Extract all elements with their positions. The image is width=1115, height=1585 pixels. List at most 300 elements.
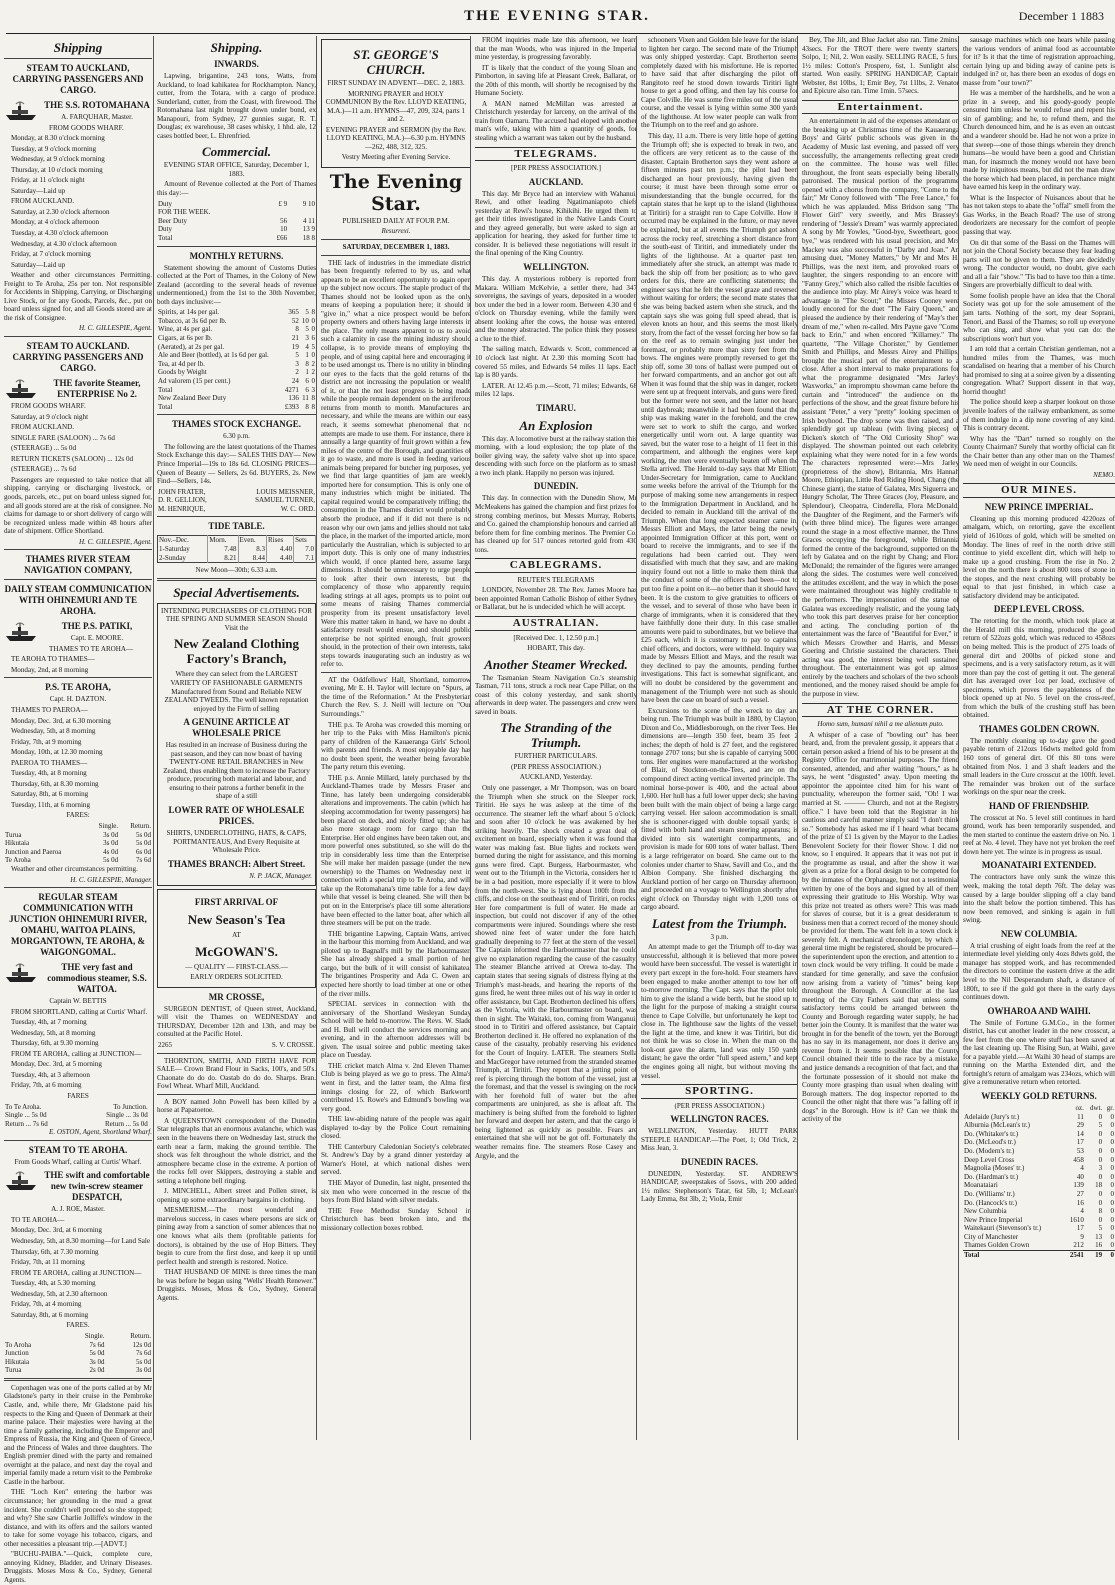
vessel-line — [4, 1170, 152, 1203]
schedule-line: FROM AUCKLAND. — [11, 197, 75, 206]
table-cell: Single. — [98, 821, 119, 830]
mines-heading: OUR MINES. — [963, 483, 1115, 498]
table-cell: 0 — [1110, 1146, 1114, 1155]
table-cell: 8 — [1098, 1207, 1103, 1216]
news-item: THE p.s. Te Aroha was crowded this morning on her trip to the Paks with Miss Hamilton's picnic party of children of the Kauaeranga Girls' School, with parents and friends. A most enjoyable day has no doubt been spent, the weather being favorable. The party return this evening. — [321, 720, 471, 772]
gold-row — [963, 1121, 1115, 1130]
table-cell: (Aerated), at 2s per gal. — [158, 342, 225, 351]
monthly-row — [157, 351, 316, 360]
table-cell: 5s 0d — [136, 830, 151, 839]
clothing-manager: N. P. JACK, Manager. — [249, 871, 312, 880]
monthly-row — [157, 343, 316, 352]
table-cell: 2541 — [1064, 1251, 1085, 1260]
wellington-races-heading: WELLINGTON RACES. — [670, 1114, 769, 1125]
news-item: A BOY named John Powell has been killed by a horse at Papatoetoe. — [157, 1097, 316, 1115]
fares-header-row — [4, 822, 152, 831]
divider — [4, 549, 152, 550]
clothing-advert — [157, 603, 316, 886]
table-cell: 5 — [295, 351, 299, 360]
table-cell: New Zealand Beer Duty — [158, 394, 227, 403]
vessel-master: A. FARQUHAR, Master. — [61, 113, 133, 121]
schedule-line: Saturday, 8th, at 6 morning — [11, 1310, 89, 1319]
schedule-line: FROM AUCKLAND. — [11, 423, 75, 432]
monthly-row — [157, 360, 316, 369]
table-cell: 458 — [1073, 1155, 1084, 1164]
table-cell: 0 — [1110, 1189, 1114, 1198]
table-cell: 7s 6d — [136, 1349, 151, 1358]
leader-date: SATURDAY, DECEMBER 1, 1883. — [342, 243, 450, 252]
corner-continued-3: What is the Inspector of Nuisances about that he has not taken steps to abate the "offal" smell from the Gas Works, in the Beach Road? The use of strong deodorizers are necessary for the comfort of people passing that way. — [963, 193, 1115, 237]
corner-continued-6: I am told that a certain Christian gentleman, not a hundred miles from the Thames, was much scandalised on hearing that a member of his Church had promised to sing at a soiree given by a dissenting congregation. What? Support dissent in that way, horrid thought! — [963, 345, 1115, 396]
fares-row — [4, 1103, 152, 1112]
ow-heading: OWHAROA AND WAIHI. — [987, 1005, 1091, 1016]
shipping-block-title: REGULAR STEAM COMMUNICATION WITH JUNCTION OHINEMURI RIVER, OMAHU, WAITOA PLAINS, MORGANTOWN, TE AROHA, & WAIGONGOMAL. — [9, 892, 147, 958]
divider — [4, 58, 152, 59]
divider — [4, 336, 152, 337]
table-cell: Even. — [238, 536, 267, 545]
wellington-text-2: The sailing match, Edwards v. Scott, commenced at 10 o'clock last night. At 2.30 this morning Scott had covered 55 miles, and Edwards 54 miles 11 laps. Each lap is 80 yards. — [475, 345, 637, 380]
table-cell: 8 — [311, 402, 315, 411]
church-line: FIRST SUNDAY IN ADVENT—DEC. 2, 1883. — [327, 79, 465, 87]
fares-row — [4, 1366, 152, 1375]
table-cell: 0 — [1110, 1181, 1114, 1190]
table-cell: Total — [158, 385, 173, 394]
monthly-row — [157, 377, 316, 386]
table-cell: Total — [158, 402, 173, 411]
schedule-line: Friday, 7th, at 6 morning — [11, 1081, 82, 1090]
divider — [157, 1053, 316, 1054]
crosse-num: 2265 — [158, 1041, 172, 1049]
fares-row — [4, 1341, 152, 1350]
newspaper-title: THE EVENING STAR. — [464, 8, 650, 24]
hobart-dateline: HOBART, This day. — [527, 644, 585, 653]
schedule-line: THAMES TO TE AROHA— — [49, 644, 134, 653]
vessel-name: THE P.S. PATIKI, — [61, 621, 133, 632]
table-cell: Tobacco, at 3s 6d per lb. — [158, 316, 227, 325]
schedule-line: Saturday, 8th, at 6 morning — [11, 790, 89, 799]
crosse-heading: MR CROSSE, — [208, 991, 265, 1002]
fare-line: (STEERAGE) ... 5s 0d — [11, 444, 77, 453]
table-cell: 5 — [1098, 1121, 1103, 1130]
table-cell: 0 — [311, 377, 315, 386]
weekly-heading: WEEKLY GOLD RETURNS. — [981, 1090, 1097, 1101]
monthly-row — [157, 394, 316, 403]
table-cell: Adelaide (Jury's tr.) — [964, 1112, 1020, 1121]
table-cell: Alburnia (McLean's tr.) — [964, 1121, 1030, 1130]
broker-name: SAMUEL TURNER, — [255, 496, 315, 505]
table-cell: Wine, at 4s per gal. — [158, 325, 213, 334]
shipping-block-title: STEAM TO AUCKLAND. CARRYING PASSENGERS AND CARGO. — [12, 341, 144, 374]
table-cell: gr. — [1106, 1103, 1114, 1112]
npi-heading: NEW PRINCE IMPERIAL. — [984, 501, 1094, 512]
table-cell: 4 — [1080, 1207, 1084, 1216]
column-entertainment — [797, 36, 959, 1440]
monthly-row — [157, 334, 316, 343]
dunedin-races-heading: DUNEDIN RACES. — [680, 1156, 758, 1167]
divider — [321, 239, 471, 240]
news-item: AT the Oddfellows' Hall, Shortland, tomorrow evening, Mr E. H. Taylor will lecture on "Spurs, at the time of the Reformation." At the Presbyterian Church the Rev. S. J. Neill will lecture on "Our Surroundings." — [321, 675, 471, 718]
nc-heading: NEW COLUMBIA. — [1000, 928, 1078, 939]
schedule-line: FROM TE AROHA, calling at JUNCTION— — [11, 1049, 142, 1058]
table-cell: Single ... 5s 0d — [5, 1111, 47, 1120]
dunedin-text: This day. In connection with the Dunedin Show, Mr McMeakens has gained the champion and first prizes for strong combing merinos, but Messrs Murray, Roberts, and Co. gained the championship honours and carried all before them for fine combing merinos. The Premier Co. has cleaned up for 517 ounces retorted gold from 430 tons. — [475, 494, 637, 554]
gold-row — [963, 1224, 1115, 1233]
schedule-line: Tuesday, 4th, at 8 morning — [11, 769, 87, 778]
wreck-heading: Another Steamer Wrecked. — [484, 656, 628, 672]
table-cell: 0 — [1103, 1251, 1115, 1260]
gold-row — [963, 1241, 1115, 1250]
news-item: THE brigantine Lapwing, Captain Watts, arrived in the harbour this morning from Auckland, and was piloted up to Bagnall's mill by the Harbourmaster. She has already shipped a small portion of her cargo, but the bulk of it will consist of kahikatea. The brigantines Prosperity and Ada C. Owen are expected here shortly to load timber at one or other of the river mills. — [321, 929, 471, 998]
schedule-line: FROM GOODS WHARF. — [49, 123, 124, 132]
vessel-master: Capt. E. MOORE. — [70, 634, 124, 643]
agent-signature: E. OSTON, Agent, Shortland Wharf. — [49, 1128, 152, 1137]
table-cell: 8.44 — [238, 554, 267, 563]
table-cell: 4 — [305, 342, 309, 351]
steamship-icon — [4, 378, 38, 400]
table-cell: Spirits, at 14s per gal. — [158, 308, 220, 317]
table-cell: 7.0 — [294, 545, 316, 554]
broker-name: LOUIS MEISSNER, — [256, 487, 315, 496]
schedule-line: FROM TE AROHA, calling at JUNCTION— — [11, 1268, 142, 1277]
table-cell: 5s 0d — [136, 1357, 151, 1366]
table-cell: 365 — [288, 308, 299, 317]
steamship-icon — [4, 100, 38, 122]
table-cell — [4, 1332, 61, 1341]
wellington-text: This day. A mysterious robbery is reported from Makara. William McKelvie, a settler there, had 347 sovereigns, the savings of years, deposited in a wooden box under the bed in a lower room. Between 4.30 and 6 o'clock on Thursday evening, while the family were absent looking after the cows, the house was entered, and the money abstracted. The police think they possess a clue to the thief. — [475, 275, 637, 343]
vessel-line — [4, 621, 152, 632]
table-cell: Morn. — [208, 536, 238, 545]
table-cell: Deep Level Cross — [964, 1155, 1015, 1164]
vessel-line — [4, 378, 152, 400]
corner-continued-7: The police should keep a sharper lookout on those juvenile loafers of the railway embankment, as some of them indulge in a dip none covering of any kind. This is contrary decent. — [963, 398, 1115, 433]
gold-row — [963, 1164, 1115, 1173]
schedule-line: Saturday—Laid up — [11, 186, 66, 195]
gold-total-row — [963, 1251, 1115, 1260]
fares-heading: FARES. — [66, 1321, 90, 1330]
table-cell: 0 — [1110, 1215, 1114, 1224]
table-cell: Junction — [5, 1349, 29, 1358]
table-cell: 1-Saturday — [158, 545, 208, 554]
entertainment-text: An entertainment in aid of the expenses attendant on the breaking up at Christmas time of the Kauaeranga Boys' and Girls' public schools was given in the Academy of Music last evening, and passed off very successfully, the arrangements reflecting great credit on the committee. The house was well filled throughout, the front seats especially being liberally patronised. The musical portion of the programme opened with a chorus from the company, "Come to the fair;" Mr Conoy followed with "The Free Lance," for which he was applauded. Miss Bridson sang "The Flower Girl" very sweetly, and Mrs Brassey's rendering of "Jessie's Dream" was warmly appreciated. A song by Mr Yowles, "Good-bye, Sweetheart, good bye," was rendered with his usual precision, and Mrs Mackey was also successful in "Darby and Joan." An amusing duet, "Money Matters," by Mr and Mrs H. Phillips, was the next item, and provoked roars of laughter, the singers responding to an encore with "Fanny Grey," which also called the risible faculties of the audience into play. Mr Airey's voice was heard to advantage in "The Scout;" the Misses Cooney were loudly encored for the duet "The Fairy Queen," and pleased the audience by their rendering of "May's then dream of me," when re-called. Mrs Payne gave "Come back to Erin," and when encored "Killarney." The quartette, "The Village Chorister," by Gentlemen Smith and Phillips, and Messrs Airey and Phillips, brought the musical part of the entertainment to a close. After a short interval to make preparations for what the programme designated "Mrs Jarley's Waxworks," an impromptu showman came before the curtain and "introduced" the audience on the perfections of the show, and the great fixture before his assistant "Peter," a very "pretty" looking specimen of Irish boyhood. The drop scene was then raised, and a splendidly got up tableau (with living pieces) of Dicken's sketch of "The Old Curiosity Shop" was displayed. The showman pointed out each celebrity, explaining what they were noted for in a few words. The characters represented were:—Mrs Jarley (proprietress of the show), Britannia, Mrs Hannah Moore, Ethiopian, Little Red Riding Hood, Chang (the Chinese giant), the statue of Galatea, Mrs Siguerra and Hungry Scholar, The Three Graces (Joy, Pleasure, and Splendour), Cleopatra, Cinderella, Flora McDonald, the Daughter of the Regiment, and the Farmer's wife (with three blind mice). The figures were arranged round the stage in a most effective manner, the Three Graces occupying the foreground, while Britannia formed the centre of the background, supported on the left by Galatea and on the right by Chang; and Flora McDonald; the remainder of the figures were arranged along the sides. The costumes were well conceived, the attitudes excellent, and the way in which the poses were maintained throughout was highly creditable to the performers. The impersonation of the statue of Galatea was exceedingly realistic, and the young lady who took this part deserves praise for her conception and acting. The concluding portion of the entertainment was the farce of "Beautiful for Ever," in which Messrs Crowther and Harris, and Messrs Goering and Christie sustained the characters. Their acting was good, the interest being well sustained throughout. The entertainment was got up almost entirely by the teachers and scholars of the two schools mentioned, and the money raised should be ample for the purpose in view. — [802, 117, 959, 699]
fares-row — [4, 831, 152, 840]
news-item: A MAN named McMillan was arrested at Christchurch yesterday for larceny, on the arrival of the train from Oamaru. The accused had eloped with another man's wife, taking with him a quantity of goods, for stealing which a warrant was taken out by the husband. — [475, 99, 637, 143]
dunedin-heading: DUNEDIN. — [533, 481, 579, 492]
brokers-row — [157, 488, 316, 497]
table-cell: 0 — [311, 325, 315, 334]
table-cell: 13 9 — [302, 225, 315, 234]
table-cell: 0 — [1110, 1224, 1114, 1233]
table-cell: City of Manchester — [964, 1232, 1019, 1241]
table-cell: dwt. — [1089, 1103, 1103, 1112]
divider — [4, 1378, 152, 1381]
table-cell: 8 — [305, 402, 309, 411]
revenue-row — [157, 225, 316, 234]
divider — [321, 255, 471, 256]
divider — [157, 1094, 316, 1095]
clothing-text: Where they can select from the LARGEST VARIETY OF FASHIONABLE GARMENTS Manufactured from Sound and Reliable NEW ZEALAND TWEEDS. The well known reputation enjoyed by the Firm of selling — [164, 670, 309, 713]
table-cell: 3 — [311, 385, 315, 394]
vessel-name: THE favorite Steamer, ENTERPRISE No 2. — [53, 378, 141, 400]
corner-continued-2: He was a member of the hardshells, and he won a prize in a sweep, and his goody-goody people censured him unless he would refuse and repent his sin of gambling; and he, to refund them, and the Church denounced him, and he is as even an outcast and a wanderer should be. Had he not won a prize in that sweep—one of those things wherein they drench humans—he would have been a good and Christian man, for inasmuch the money would not have been made by iniquitous means, but did not the man draw the horse which had been placed, in perchance might have earned his keep in the ordinary way. — [963, 89, 1115, 192]
shipping-block-title: STEAM TO TE AROHA. — [28, 1144, 128, 1155]
table-cell: 0 — [1098, 1138, 1103, 1147]
table-cell: New Prince Imperial — [964, 1215, 1023, 1224]
table-cell: 8 — [295, 325, 299, 334]
gold-row — [963, 1147, 1115, 1156]
vessel-name: THE very fast and commodious steamer, S.S. WAITOA. — [47, 962, 147, 995]
broker-name: W. C. ORD. — [280, 504, 315, 513]
sporting-heading: SPORTING. — [641, 1084, 798, 1099]
table-cell — [4, 822, 88, 831]
table-cell: 7s 6d — [136, 856, 151, 865]
table-cell: Rises — [267, 536, 294, 545]
me-text: The contractors have only sunk the winze this week, making the total depth 76ft. The delay was caused by a large boulder slipping off a clay band into the shaft below the portion timbered. This has now been removed, and sinking is again in full swing. — [963, 873, 1115, 925]
tea-at: AT — [232, 931, 241, 940]
fares-heading: FARES — [67, 1091, 89, 1100]
press-association: [PER PRESS ASSOCIATION.] — [510, 164, 602, 173]
broker-name: D. R. GELLION, — [158, 496, 207, 505]
table-cell: 0 — [1098, 1198, 1103, 1207]
table-cell: 0 — [1110, 1155, 1114, 1164]
table-cell: 21 — [291, 334, 299, 343]
monthly-row — [157, 368, 316, 377]
fares-table — [4, 822, 152, 865]
table-cell: 0 — [1098, 1215, 1103, 1224]
export-intro: Amount of Revenue collected at the Port of Thames this day:— — [157, 180, 316, 198]
revenue-row — [157, 217, 316, 226]
corner-continued-8: Why has the "Dart" turned so roughly on the County Chairman? Surely that worthy official can fit the Chair better than any other man on the Thames! We need men of weight in our Councils. — [963, 434, 1115, 469]
table-cell: £ 9 — [278, 199, 288, 208]
table-cell: 0 — [1110, 1207, 1114, 1216]
brokers-row — [157, 496, 316, 505]
gold-row — [963, 1156, 1115, 1165]
triumph-text-2: This day, 11 a.m. There is very little hope of getting the Triumph off; she is expected to break in two, and the officers are very reticent as to the cause of the disaster. Captain Brotherton says they went ashore at fifteen minutes past ten p.m.; the pilot had been discharged an hour previously, having given the course; it must have been through some error or misunderstanding that the bungle occurred, for the captain states that he kept up to the island (lighthouse at Tiritiri) for a straight run to Cape Colville. How it occurred may be explained in the future, or may never be explained, but at all events the Triumph got ashore across the rocky reef, stretching a short distance from the south-east of Tiritiri, and immediately under the lights of the lighthouse. At a quarter past ten, immediately after she struck, an attempt was made to back the ship off from her position; as to who gave orders for this, there are conflicting statements; the engineer says that he felt the vessel graze and reversed without waiting for orders; the second mate states that she was being backed astern when she struck, and the captain says she was going full speed ahead, that is, eleven knots an hour, and this seems the most likely story, from the fact of the vessel forcing her bow so far on the reef as to remain swinging just under her foremast, or probably more than sixty feet from the bows. The engines were promptly reversed to get the ship off, some 30 tons of ballast were pumped out of her forward compartments, and an anchor got out aft. When it was found that the ship was in danger, rockets were sent up at frequent intervals, and guns were fired, but the former were not seen, and the latter not heard until daybreak; meanwhile it had been found that the ship was making water in the forehold, and the crew were set to work to shift the cargo, and worked energetically until worn out. A large quantity was saved, but the water rose to a height of 11 feet in this compartment, and although the engines were kept working, the men were eventually beaten off when the Stella arrived. The Herald to-day says that Mr Elliott, Under-Secretary for Immigration, came to Auckland some weeks before the arrival of the Triumph for the purpose of making some new arrangements in respect to the Immigration Department in Auckland, and he decided to remain in Auckland till the arrival of the Triumph. When that long expected steamer came in, Messrs Elliott and Mays, the latter being the newly appointed Immigration Officer at this port, went on board to receive the immigrants, and to see if the regulations had been carried out. They were dissatisfied with much that they saw, and are making inquiry found out not a little to make them think that the conduct of some of the officers had been—not to put too fine a point on it—no better than it should have been. It is the custom to give gratuities to officers of the vessel, and to several of those who have been in charge of immigrants, when it is considered that they have faithfully done their duty. In this case smaller amounts were paid to subordinates, but we believe that £25 each, which it is customary to pay to captains, chief officers, and doctors, were withheld. Inquiry was made by Messrs Elliott and Mays, and the result was they declined to pay the amounts, pending further investigations. This fact is somewhat significant, and will no doubt be considered by the government and management of the Triumph were not such as should have been the case on board of such a vessel. — [641, 132, 798, 705]
tide-note: New Moon—30th; 6.33 a.m. — [195, 566, 278, 575]
table-cell: Do. (Whitaker's tr.) — [964, 1129, 1019, 1138]
church-line: Vestry Meeting after Evening Service. — [341, 153, 451, 162]
steamship-icon — [4, 962, 38, 984]
news-item: THE Free Methodist Sunday School in Christchurch has been broken into, and the missionary collection boxes robbed. — [321, 1206, 471, 1232]
tea-early: EARLY ORDERS SOLICITED. — [190, 973, 283, 982]
table-cell: Hikutaia — [5, 1357, 30, 1366]
fares-row — [4, 856, 152, 865]
wellington-races-text: WELLINGTON, Yesterday. HUTT PARK STEEPLE HANDICAP.—The Poet, 1; Old Trick, 2; Miss Jean, 3. — [641, 1127, 798, 1153]
schedule-line: Monday, at 4 o'clock afternoon — [11, 218, 100, 227]
schedule-line: Wednesday, at 4.30 o'clock afternoon — [11, 239, 117, 248]
schedule-line: Monday, Dec. 3rd, at 5 morning — [11, 1060, 102, 1069]
table-cell: 12s 0d — [132, 1340, 151, 1349]
table-cell: 2 — [311, 359, 315, 368]
vessel-master: A. J. ROE, Master. — [51, 1205, 105, 1214]
news-item: THE Canterbury Caledonian Society's celebrated St. Andrew's Day by a grand dinner yesterday at Warner's Hotel, at which national dishes were served. — [321, 1142, 471, 1177]
news-item: THE law-abiding nature of the people was again displayed to-day by the Police Court remaining closed. — [321, 1115, 471, 1141]
monthly-row — [157, 308, 316, 317]
table-cell: 6 — [311, 334, 315, 343]
exchange-text: The following are the latest quotations of the Thames Stock Exchange this day:— SALES THIS DAY— New Prince Imperial—19s to 18s 6d. CLOSING PRICES— Queen of Beauty — Sellers, 2s 6d. BUYERS, 2s. New Find—Sellers, 14s. — [157, 442, 316, 486]
latest-time: 3 p.m. — [710, 932, 729, 941]
gold-returns-table — [963, 1104, 1115, 1260]
tea-quality: — QUALITY — FIRST-CLASS.— — [185, 962, 288, 971]
shipping-note: Weather and other circumstances permitting. — [11, 864, 138, 873]
table-cell: Duty — [158, 225, 172, 234]
agent-signature: H. C. GILLESPIE, Manager. — [70, 875, 152, 884]
table-cell: 18 8 — [302, 233, 315, 242]
schedule-line: Tuesday, 4th, at 7 morning — [11, 1018, 87, 1027]
news-item: MESMERISM.—The most wonderful and marvelous success, in cases where persons are sick or pining away from a sanction of somer ablences that no one knows what ails them (profitable patients for doctors), is obtained by the use of Hop Bitters. They begin to cure from the first dose, and keep it up until perfect health and strength is restored. Notice. — [157, 1206, 316, 1266]
schedule-line: TE AROHA TO THAMES— — [11, 655, 95, 664]
schedule-line: Tuesday, 4th, at 3 afternoon — [11, 1070, 90, 1079]
divider — [4, 1140, 152, 1141]
news-item: THE p.s. Annie Millard, lately purchased by the Auckland-Thames trade by Messrs Fraser and Tinne, has lately been undergoing considerable alterations and improvements. The cabin (which has sleeping accommodation for twenty passengers) has been placed on deck, and nicely fitted up; she has also more storage room for cargo than the Enterprise. Her old engines have been taken out, and more powerful ones substituted, so she will do the trip in considerably less time than the Enterprise. She will make her maiden passage (under the new ownership) to the Thames on Wednesday next in connection with a special trip to Te Aroha, and will take up the Rotomahana's time table for a few days while that vessel is being cleaned. She will then be put on in the Enterprise's place till some alterations have been effected to the latter boat, after which all three steamers will be put on the trade. — [321, 773, 471, 928]
table-cell: 1 — [305, 351, 309, 360]
gold-row — [963, 1207, 1115, 1216]
monthly-row — [157, 403, 316, 412]
crosse-sig — [157, 1041, 316, 1050]
table-cell — [288, 208, 316, 217]
commercial-heading: Commercial. — [202, 144, 271, 160]
issue-date: December 1 1883 — [1018, 9, 1104, 23]
exchange-time: 6.30 p.m. — [223, 432, 250, 441]
church-heading: ST. GEORGE'S CHURCH. — [353, 47, 439, 77]
schedule-line: Monday, Dec. 3rd, at 6 morning — [11, 1226, 102, 1235]
table-cell: FOR THE WEEK. — [158, 208, 211, 217]
schedule-line: Wednesday, at 9 o'clock morning — [11, 155, 105, 164]
gold-row — [963, 1233, 1115, 1242]
further-particulars: FURTHER PARTICULARS. — [514, 752, 598, 761]
monthly-row — [157, 325, 316, 334]
gold-row — [963, 1173, 1115, 1182]
tide-row — [158, 545, 316, 554]
news-item: FROM inquiries made late this afternoon, we learn that the man Woods, who was injured in the Imperial mine yesterday, is progressing favorably. — [475, 36, 637, 62]
latest-heading: Latest from the Triumph. — [651, 915, 788, 931]
revenue-row — [157, 208, 316, 217]
table-cell: To Te Aroha. — [5, 1102, 42, 1111]
table-cell: 7.48 — [208, 545, 238, 554]
table-cell: 4.40 — [267, 554, 294, 563]
table-cell: 5 — [305, 325, 309, 334]
fares-row — [4, 1349, 152, 1358]
table-cell: 5 — [311, 342, 315, 351]
stranding-heading: The Stranding of the Triumph. — [500, 720, 612, 751]
revenue-row — [157, 234, 316, 243]
table-cell: 0 — [1098, 1129, 1103, 1138]
divider — [321, 672, 471, 673]
auckland-heading: AUCKLAND. — [528, 176, 584, 187]
monthly-heading: MONTHLY RETURNS. — [189, 250, 284, 261]
table-cell: Thames Golden Crown — [964, 1241, 1030, 1250]
table-cell: Goods by Weight — [158, 368, 207, 377]
gold-row — [963, 1130, 1115, 1139]
table-cell: Tea, at 4d per lb. — [158, 359, 205, 368]
table-cell: 0 — [1110, 1112, 1114, 1121]
table-cell: 0 — [1098, 1112, 1103, 1121]
shipping-note: Weather and other circumstances Permitting. Freight to Te Aroha, 25s per ton. Not responsible for Accidents in Shipping, Carrying, or Discharging Live Stock, or for any Goods, Parcels, &c., put on board unless signed for, and all Goods stored are at the risk of Consignee. — [4, 271, 152, 322]
table-cell: 8.3 — [238, 545, 267, 554]
table-cell: Hikutaia — [5, 839, 30, 848]
divider — [157, 578, 316, 581]
schedule-line: Saturday, at 2.30 o'clock afternoon — [11, 207, 110, 216]
paper-subtitle: PUBLISHED DAILY AT FOUR P.M. — [342, 216, 450, 225]
vessel-master: Capt. H. DAZTON. — [49, 695, 107, 704]
table-cell: 9 — [1080, 1232, 1084, 1241]
fares-row — [4, 848, 152, 857]
column-mines — [958, 36, 1115, 1440]
table-cell: Cigars, at 6s per lb. — [158, 334, 213, 343]
fares-header-row — [4, 1332, 152, 1341]
table-cell — [264, 208, 288, 217]
table-cell: 14 — [1076, 1129, 1084, 1138]
masthead — [0, 0, 1114, 34]
table-cell: Ale and Beer (bottled), at 1s 6d per gal. — [158, 351, 269, 360]
auckland-text: This day. Mr Bryce had an interview with Wahanui, Rewi, and other leading Ngatimaniapoto chiefs yesterday at Rewi's house, Kihikihi. He urged them to get their titles investigated in the Native Lands Court, and they agreed generally, but were asked to sign an application for hearing, they asked for further time to consider. It is believed these negotiations will result in the final opening of the King Country. — [475, 189, 637, 258]
corner-continued-5: Some foolish people have an idea that the Choral Society was got up for the sole amusement of the jam tarts. Nothing of the sort, my dear Soprani, Tenori, and Bassi of the Thames; so roll up everyone who can sing, and show what you can do: the subscriptions won't hurt you. — [963, 291, 1115, 343]
crosse-text: SURGEON DENTIST, of Queen street, Auckland, will visit the Thames on WEDNESDAY and THURSDAY, December 12th and 13th, and may be consulted at the Pacific Hotel. — [157, 1004, 316, 1039]
agent-signature: H. C. GILLESPIE, Agent. — [79, 324, 152, 333]
press-association-3: (PER PRESS ASSOCIATION.) — [674, 1101, 765, 1110]
table-cell — [149, 1103, 152, 1112]
table-cell: 0 — [1098, 1155, 1103, 1164]
shipping-block-subtitle: From Goods Wharf, calling at Curtis' Wharf. — [14, 1157, 142, 1166]
table-cell: 5s 0d — [136, 839, 151, 848]
table-cell: 5s 0d — [103, 856, 119, 865]
inwards-heading: INWARDS. — [214, 59, 259, 69]
table-cell: To Aroha — [5, 1340, 32, 1349]
table-cell: 3s 0d — [103, 839, 119, 848]
table-cell: 4s 0d — [103, 847, 119, 856]
latest-text: An attempt made to get the Triumph off to-day was unsuccessful, although it is believed that more power would have been successful. The vessel is watertight in every part except in the fore-hold. Four steamers have been engaged to make another attempt to tow her off to-morrow morning. The Capt. says that the pilot told him to give the island a wide berth, but he stood up to the light for the purpose of making a straight course thence to Cape Colville, but unfortunately he kept too close in. The lighthouse saw the lights of the vessel; the light at the time, and knew it was Tiritiri, but did not think he was so close in. When the man on the look-out gave the alarm, land was only 150 yards distant; he gave the order "full speed astern," and kept the engines going all night, but without moving the vessel. — [641, 943, 798, 1080]
news-item: THAT HUSBAND OF MINE is three times the man he was before he began using "Wells' Health Renewer." Druggists. Moses, Moss & Co., Sydney, General Agents. — [157, 1268, 316, 1302]
corner-text: A whisper of a case of "bowling out" has been heard, and, from the prevalent gossip, it appears that a certain person asked a friend of his to be present at the Registry Office for matrimonial purposes. The friend consented, attended, and after waiting "hours," as he says, he went "disgusted" away. Upon meeting the appointor the appointee cited him for his want of punctuality, whereupon the former said, "Oh! I was married at St. ——— Church, and not at the Registry office." I have been told that the Registrar in his cautious and careful manner simply said "I don't think so." Somebody has asked me if I heard what became of the prize of £1 1s given by the Mayor to the Ladies' Benevolent Society for their flower Show. I did not know, so I enquired. It appears that it was not put in the programme as usual, and after the show it was given as a prize for a floral design to be competed for by the inmates of the Orphanage, but not a testimonial written by one of the boys and signed by all of them expressing their gratitude to His Worship. Why was this prize not treated as others were? This was made for slaves of course, but it is a great desideratum to business men that a correct record of the money should be provided for them. The want felt in a town clock is severely felt. A mechanical chronologer, by which a general time might be registered, should be procured—the superintendent upon the erection, and attention to a town clock would be very trifling. It could be made a standard for time generally, and save the confusion now arising from a variety of "times" being kept throughout the Borough. A Councillor at the last meeting of the City Fathers said that unless some satisfactory terms could be arranged between the County and Borough regarding water supply, he had better join the County. It is manifest that the water was brought in for the benefit of the town, yet the Borough has no say in its management, nor does it derive any revenue from it. It seems possible that the County Council obtained their title to the race by a mistake, and justice demands a recognition of that fact, and that the fortunate possession of it should not make the County more grasping than usual when dealing with Borough matters. The dog inspector reported to the Council the other night that there was "a falling off in dogs" in the Borough. How is it? Can we think the activity of the — [802, 730, 959, 1124]
paper-banner: The Evening Star. — [329, 170, 463, 215]
table-cell — [149, 1111, 152, 1120]
explosion-heading: An Explosion — [519, 417, 593, 433]
schedule-line: TO TE AROHA— — [11, 1215, 65, 1224]
fares-row — [4, 839, 152, 848]
table-cell: Return ... 7s 6d — [5, 1119, 48, 1128]
table-cell: 2 — [295, 368, 299, 377]
table-cell: 4 — [1080, 1164, 1084, 1173]
monthly-intro: Statement showing the amount of Customs Duties collected at the Port of Thames, in the Colony of New Zealand (according to the several heads of revenue undermentioned,) from the 1st to the 30th November, both days inclusive:— — [157, 263, 316, 306]
table-cell: 2 — [311, 368, 315, 377]
triumph-text-3: Excursions to the scene of the wreck to day are being run. The Triumph was built in 1880, by Clayton, Dixon and Co., Middlesborough, on the river Tees. Her dimensions are—length 350 feet, beam 35 feet 2 inches; the depth of hold is 27 feet, and the registered tonnage 2707 tons; but she is capable of carrying 5000 tons. Her engines were manufactured at the workshop of Blair, of Stockton-on-the-Tees, and are on the compound direct acting vertical inverted principle. The nominal horse-power is 400, and the actual about 1,600. Her hull has a full lower upper deck; she having been built with the main object of being a large cargo carrying vessel. Her saloon accommodation is small, she is schooner-rigged with double topsail yards; is fitted with both hand and steam steering apparatus; is divided into six watertight compartments, and provision is made for 600 tons of water ballast. There is a large refrigerator on board. She came out to the colonies under charter to Shaw, Savill and Co., and the Albion Company. She finished discharging the Auckland portion of her cargo on Thursday afternoon, and proceeded on a voyage to Wellington shortly after eight o'clock on Thursday night with 1,200 tons of cargo aboard. — [641, 706, 798, 912]
schedule-line: FROM SHORTLAND, calling at Curtis' Wharf. — [11, 1007, 148, 1016]
table-cell: 3 — [1098, 1164, 1103, 1173]
london-text: LONDON, November 28. The Rev. James Moore has been appointed Roman Catholic Bishop of either Sydney or Ballarat, but he is undecided which he will accept. — [475, 586, 637, 612]
schedule-line: Saturday—Laid up — [11, 260, 66, 269]
shipping-block-title: P.S. TE AROHA, — [45, 682, 111, 693]
table-cell: Turua — [5, 830, 22, 839]
table-cell: 24 — [291, 377, 299, 386]
church-line: EVENING PRAYER and SERMON (by the Rev. LLOYD KEATING, M.A.)—6.30 p.m. HYMNS—262, 488, 312, 325. — [325, 125, 467, 151]
table-cell: Single. — [84, 1331, 105, 1340]
table-cell: Sets — [294, 536, 316, 545]
table-cell: Return. — [130, 821, 151, 830]
church-line: MORNING PRAYER and HOLY COMMUNION By the Rev. LLOYD KEATING, M.A.)—11 a.m. HYMNS—47, 209, 324, parts 1 and 2. — [325, 89, 467, 124]
schedule-line: Wednesday, 5th, at 8.30 morning—for Land Sale — [11, 1237, 151, 1246]
vessel-name: THE S.S. ROTOMAHANA — [44, 100, 150, 110]
table-cell: 9 10 — [302, 199, 315, 208]
table-cell: 4 11 — [303, 216, 315, 225]
fare-line: (STEERAGE) ... 7s 6d — [11, 465, 77, 474]
agent-signature: H. C. GILLESPIE, Agent. — [79, 537, 152, 546]
table-cell: 5 — [305, 308, 309, 317]
schedule-line: Tuesday, 11th, at 6 morning — [11, 800, 91, 809]
schedule-line: Monday, 10th, at 12.30 morning — [11, 748, 103, 757]
fare-line: SINGLE FARE (SALOON) ... 7s 6d — [11, 433, 115, 442]
tea-advert — [157, 889, 316, 988]
crosse-signature: S. V. CROSSE. — [271, 1041, 315, 1049]
divider — [157, 246, 316, 247]
